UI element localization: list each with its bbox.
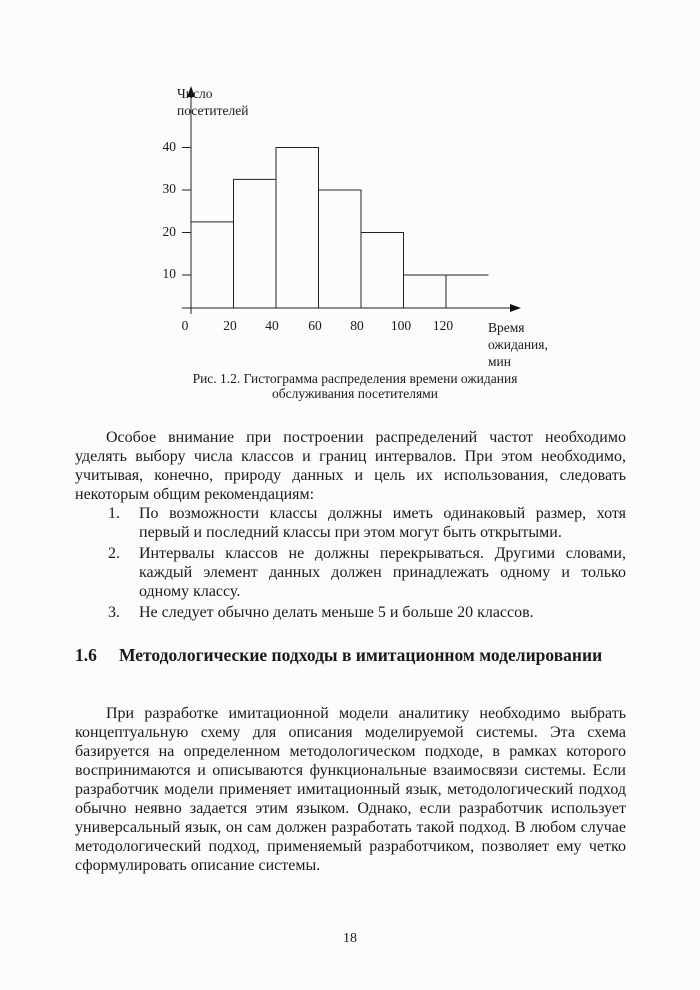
x-axis-label-line: мин [488,354,511,369]
x-axis-label [488,319,548,370]
x-tick-label: 120 [432,318,454,333]
histogram-bars [191,148,489,309]
list-item-number: 1. [108,505,120,522]
histogram-chart [0,0,700,370]
caption-line: Рис. 1.2. Гистограмма распределения времени ожидания [192,371,518,386]
list-item-number: 3. [108,604,120,621]
histogram-bar [276,148,319,309]
figure-caption [150,371,560,401]
y-axis-label-line: посетителей [177,103,249,118]
recommendations-list [75,504,626,622]
x-tick-label: 20 [223,318,237,333]
list-item-text: Не следует обычно делать меньше 5 и больше 20 классов. [139,604,534,621]
histogram-bar [446,275,489,308]
list-item [75,504,626,542]
y-axis-label-line: Число [177,86,213,101]
x-tick-label: 100 [390,318,412,333]
section-number: 1.6 [75,645,97,665]
list-item-text: Интервалы классов не должны перекрываться. Другими словами, каждый элемент данных должен принадлежать одному и только одному классу. [139,545,626,600]
section-title: Методологические подходы в имитационном моделировании [119,645,603,665]
x-tick-label: 60 [308,318,322,333]
caption-line: обслуживания посетителями [272,386,438,401]
x-axis-label-line: ожидания, [488,337,548,352]
y-tick-label: 20 [162,224,176,239]
x-tick-label: 0 [181,318,189,333]
y-tick-label: 10 [162,266,176,281]
section-heading [75,644,626,666]
paragraph: Особое внимание при построении распределений частот необходимо уделять выбору числа классов и границ интервалов. При этом необходимо, учитывая, конечно, природу данных и цель их использования, следовать некоторым общим рекомендациям: [75,429,626,503]
x-axis-label-line: Время [488,320,525,335]
list-item-text: По возможности классы должны иметь одинаковый размер, хотя первый и последний классы при этом могут быть открытыми. [139,505,626,541]
list-item [75,544,626,601]
y-tick-label: 40 [162,139,176,154]
text-block [75,428,626,622]
histogram-bar [234,179,277,308]
page-number: 18 [343,931,357,946]
text-block [75,704,626,875]
x-axis-arrow [510,304,521,312]
paragraph: При разработке имитационной модели аналитику необходимо выбрать концептуальную схему для описания моделируемой системы. Эта схема базируется на определенном методологическом подходе, в рамках которого воспринимаются и описываются функциональные взаимосвязи системы. Если разработчик модели применяет имитационный язык, методологический подход обычно неявно задается этим языком. Однако, если разработчик использует универсальный язык, он сам должен разработать такой подход. В любом случае методологический подход, применяемый разработчиком, позволяет ему четко сформулировать описание системы. [75,705,626,874]
histogram-bar [404,275,447,308]
histogram-bar [319,190,362,308]
histogram-bar [361,233,404,309]
x-tick-label: 40 [265,318,279,333]
histogram-bar [191,222,234,308]
y-axis-label [177,85,248,119]
list-item [75,603,626,622]
list-item-number: 2. [108,545,120,562]
x-tick-label: 80 [350,318,364,333]
y-tick-label: 30 [162,181,176,196]
